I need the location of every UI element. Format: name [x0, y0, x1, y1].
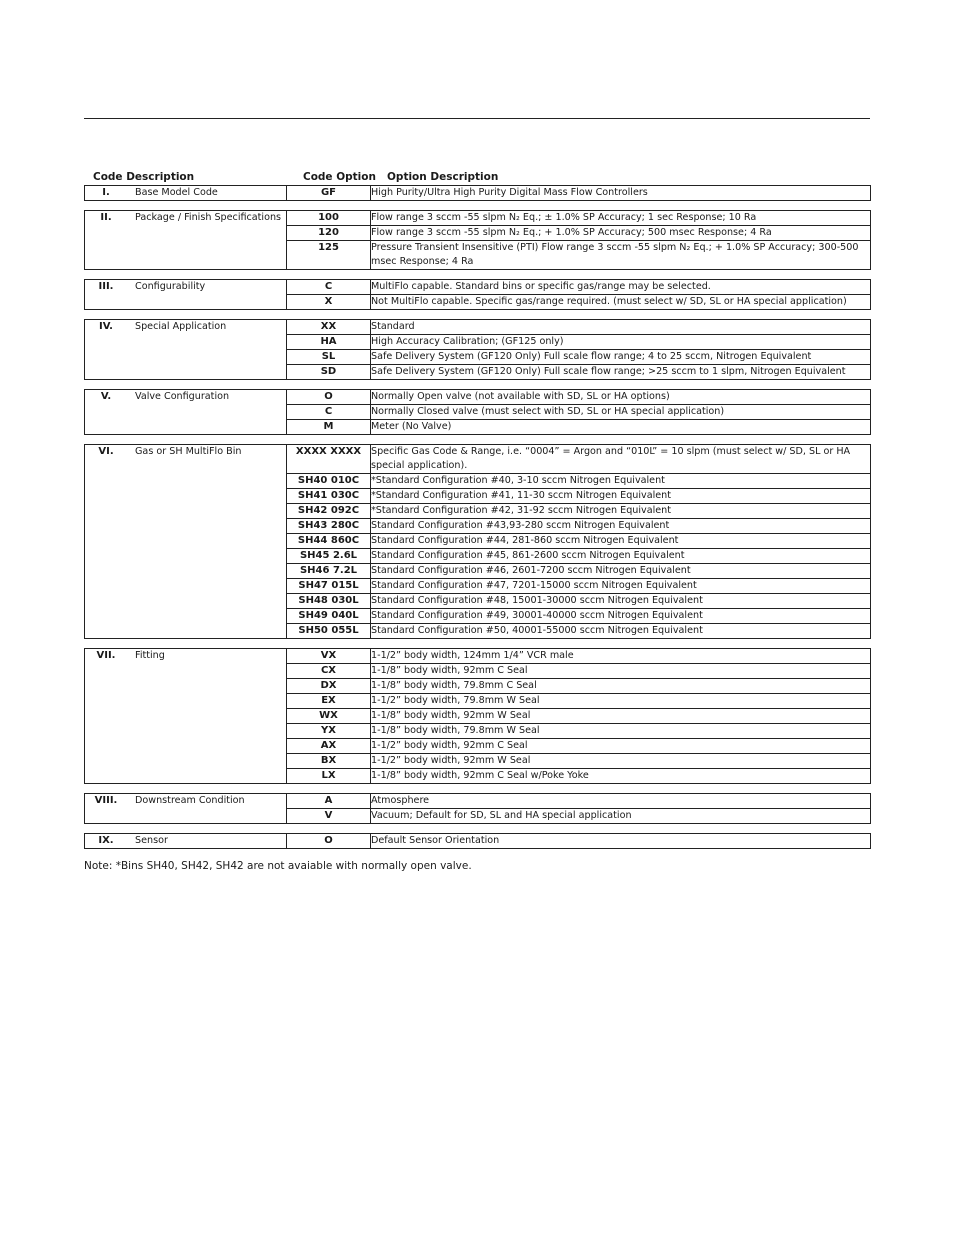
section-number: I.	[102, 187, 110, 198]
option-description: Safe Delivery System (GF120 Only) Full scale flow range; >25 sccm to 1 slpm, Nitrogen Equivalent	[371, 365, 871, 380]
section-table	[84, 279, 871, 310]
table-row	[85, 649, 871, 664]
option-description: Meter (No Valve)	[371, 420, 871, 435]
option-description: 1-1/8” body width, 92mm C Seal w/Poke Yoke	[371, 769, 871, 784]
table-row	[85, 390, 871, 405]
option-description: Specific Gas Code & Range, i.e. “0004” = Argon and “010L” = 10 slpm (must select w/ SD, SL or HA special application).	[371, 445, 871, 474]
option-description: Flow range 3 sccm -55 slpm N₂ Eq.; ± 1.0% SP Accuracy; 1 sec Response; 10 Ra	[371, 211, 871, 226]
code-option: YX	[287, 724, 371, 739]
code-option: X	[287, 295, 371, 310]
code-option: SH45 2.6L	[287, 549, 371, 564]
code-option: SH47 015L	[287, 579, 371, 594]
footnote: Note: *Bins SH40, SH42, SH42 are not avaiable with normally open valve.	[84, 860, 472, 872]
option-description: *Standard Configuration #42, 31-92 sccm Nitrogen Equivalent	[371, 504, 871, 519]
code-option: SH42 092C	[287, 504, 371, 519]
section-heading-cell	[85, 834, 287, 849]
option-description: Normally Open valve (not available with SD, SL or HA options)	[371, 390, 871, 405]
section-table	[84, 793, 871, 824]
option-description: Standard Configuration #44, 281-860 sccm Nitrogen Equivalent	[371, 534, 871, 549]
table-row	[85, 211, 871, 226]
option-description: Pressure Transient Insensitive (PTI) Flow range 3 sccm -55 slpm N₂ Eq.; + 1.0% SP Accuracy; 300-500 msec Response; 4 Ra	[371, 241, 871, 270]
code-option: HA	[287, 335, 371, 350]
option-description: Standard Configuration #49, 30001-40000 sccm Nitrogen Equivalent	[371, 609, 871, 624]
code-option: SH49 040L	[287, 609, 371, 624]
code-option: SL	[287, 350, 371, 365]
option-description: *Standard Configuration #41, 11-30 sccm Nitrogen Equivalent	[371, 489, 871, 504]
code-option: LX	[287, 769, 371, 784]
table-row	[85, 186, 871, 201]
code-option: SH44 860C	[287, 534, 371, 549]
table-row	[85, 280, 871, 295]
section-label: Special Application	[135, 321, 227, 332]
table-row	[85, 320, 871, 335]
option-description: Standard Configuration #45, 861-2600 sccm Nitrogen Equivalent	[371, 549, 871, 564]
option-description: Vacuum; Default for SD, SL and HA special application	[371, 809, 871, 824]
code-option: SH50 055L	[287, 624, 371, 639]
option-description: 1-1/2” body width, 79.8mm W Seal	[371, 694, 871, 709]
code-option: SH40 010C	[287, 474, 371, 489]
code-option: M	[287, 420, 371, 435]
table-row	[85, 445, 871, 474]
option-description: Normally Closed valve (must select with SD, SL or HA special application)	[371, 405, 871, 420]
header-option-description: Option Description	[387, 171, 499, 183]
code-option: WX	[287, 709, 371, 724]
option-description: High Purity/Ultra High Purity Digital Mass Flow Controllers	[371, 186, 871, 201]
option-description: High Accuracy Calibration; (GF125 only)	[371, 335, 871, 350]
section-label: Sensor	[135, 835, 168, 846]
section-label: Fitting	[135, 650, 165, 661]
option-description: Standard Configuration #47, 7201-15000 sccm Nitrogen Equivalent	[371, 579, 871, 594]
code-option: VX	[287, 649, 371, 664]
section-table	[84, 648, 871, 784]
code-option: BX	[287, 754, 371, 769]
option-description: MultiFlo capable. Standard bins or specific gas/range may be selected.	[371, 280, 871, 295]
section-number: III.	[98, 281, 114, 292]
option-description: 1-1/8” body width, 79.8mm C Seal	[371, 679, 871, 694]
code-option: AX	[287, 739, 371, 754]
section-label: Gas or SH MultiFlo Bin	[135, 446, 242, 457]
option-description: 1-1/8” body width, 79.8mm W Seal	[371, 724, 871, 739]
section-heading-cell	[85, 445, 287, 639]
section-heading-cell	[85, 280, 287, 310]
section-table	[84, 444, 871, 639]
option-description: Not MultiFlo capable. Specific gas/range required. (must select w/ SD, SL or HA special application)	[371, 295, 871, 310]
code-option: XXXX XXXX	[287, 445, 371, 474]
section-heading-cell	[85, 390, 287, 435]
section-heading-cell	[85, 320, 287, 380]
code-sections	[84, 185, 870, 849]
section-number: VIII.	[94, 795, 118, 806]
section-table	[84, 833, 871, 849]
code-option: 120	[287, 226, 371, 241]
option-description: Standard Configuration #46, 2601-7200 sccm Nitrogen Equivalent	[371, 564, 871, 579]
code-option: SH41 030C	[287, 489, 371, 504]
header-code-option: Code Option	[303, 171, 376, 183]
section-label: Downstream Condition	[135, 795, 245, 806]
code-option: V	[287, 809, 371, 824]
option-description: 1-1/2” body width, 92mm C Seal	[371, 739, 871, 754]
option-description: Safe Delivery System (GF120 Only) Full scale flow range; 4 to 25 sccm, Nitrogen Equivalent	[371, 350, 871, 365]
section-label: Base Model Code	[135, 187, 218, 198]
section-table	[84, 389, 871, 435]
section-number: V.	[100, 391, 112, 402]
section-heading-cell	[85, 186, 287, 201]
code-option: A	[287, 794, 371, 809]
section-label: Package / Finish Specifications	[135, 212, 282, 223]
code-option: EX	[287, 694, 371, 709]
option-description: 1-1/2” body width, 92mm W Seal	[371, 754, 871, 769]
section-heading-cell	[85, 649, 287, 784]
top-rule	[84, 118, 870, 119]
code-option: SH46 7.2L	[287, 564, 371, 579]
code-option: XX	[287, 320, 371, 335]
option-description: 1-1/8” body width, 92mm C Seal	[371, 664, 871, 679]
option-description: Standard Configuration #48, 15001-30000 sccm Nitrogen Equivalent	[371, 594, 871, 609]
code-option: O	[287, 834, 371, 849]
section-number: II.	[100, 212, 112, 223]
option-description: Standard Configuration #43,93-280 sccm Nitrogen Equivalent	[371, 519, 871, 534]
option-description: 1-1/2” body width, 124mm 1/4” VCR male	[371, 649, 871, 664]
code-option: GF	[287, 186, 371, 201]
option-description: Default Sensor Orientation	[371, 834, 871, 849]
code-option: 100	[287, 211, 371, 226]
code-option: CX	[287, 664, 371, 679]
option-description: Standard	[371, 320, 871, 335]
option-description: 1-1/8” body width, 92mm W Seal	[371, 709, 871, 724]
option-description: Atmosphere	[371, 794, 871, 809]
code-option: DX	[287, 679, 371, 694]
option-description: *Standard Configuration #40, 3-10 sccm Nitrogen Equivalent	[371, 474, 871, 489]
section-table	[84, 210, 871, 270]
code-option: SH48 030L	[287, 594, 371, 609]
table-row	[85, 834, 871, 849]
column-headers	[84, 171, 870, 185]
code-option: C	[287, 405, 371, 420]
code-option: O	[287, 390, 371, 405]
section-number: IV.	[99, 321, 113, 332]
section-label: Valve Configuration	[135, 391, 230, 402]
section-heading-cell	[85, 211, 287, 270]
section-table	[84, 185, 871, 201]
code-option: 125	[287, 241, 371, 270]
table-row	[85, 794, 871, 809]
code-option: C	[287, 280, 371, 295]
section-label: Configurability	[135, 281, 206, 292]
section-number: VI.	[98, 446, 114, 457]
section-table	[84, 319, 871, 380]
code-option: SH43 280C	[287, 519, 371, 534]
option-description: Flow range 3 sccm -55 slpm N₂ Eq.; + 1.0% SP Accuracy; 500 msec Response; 4 Ra	[371, 226, 871, 241]
section-heading-cell	[85, 794, 287, 824]
section-number: IX.	[98, 835, 114, 846]
code-option: SD	[287, 365, 371, 380]
option-description: Standard Configuration #50, 40001-55000 sccm Nitrogen Equivalent	[371, 624, 871, 639]
header-code-description: Code Description	[93, 171, 195, 183]
section-number: VII.	[96, 650, 116, 661]
